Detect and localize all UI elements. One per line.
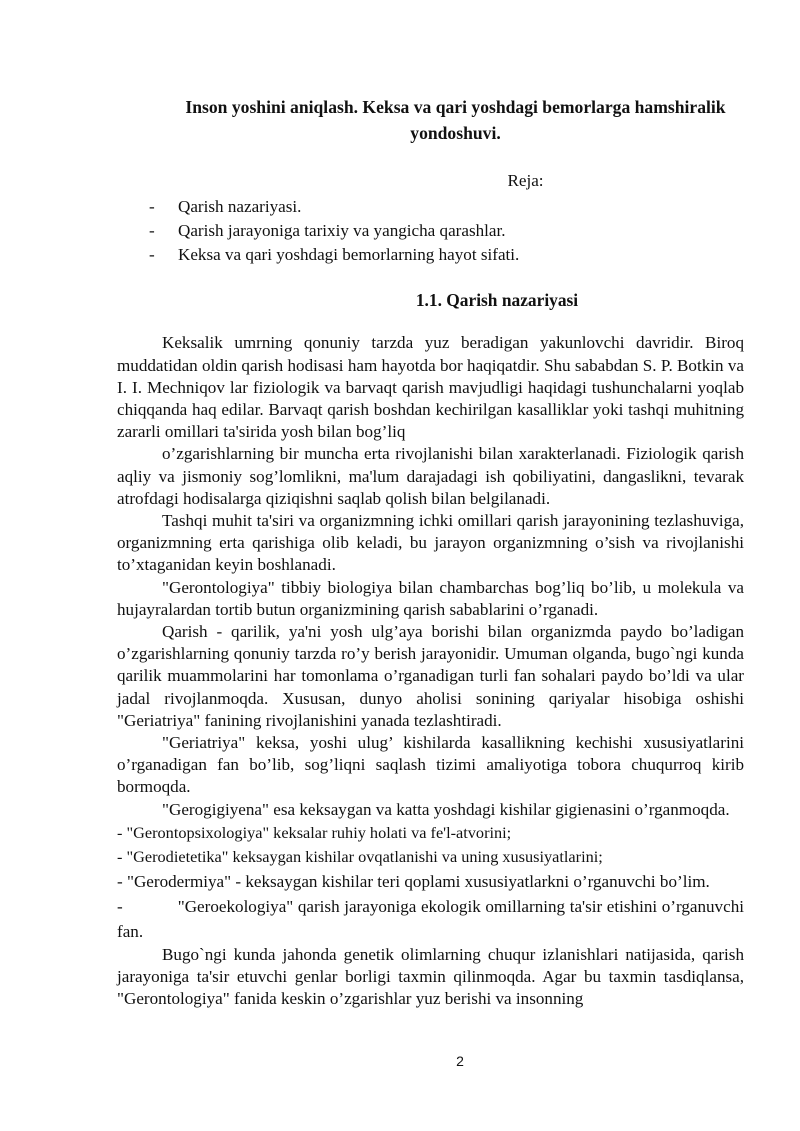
list-dash: - <box>149 245 155 265</box>
dash-item: - "Gerodietetika" keksaygan kishilar ovqatlanishi va uning xususiyatlarini; <box>117 846 603 866</box>
paragraph: Qarish - qarilik, ya'ni yosh ulg’aya borishi bilan organizmda paydo bo’ladigan o’zgarishlarning qonuniy tarzda ro’y berish jarayonidir. Umuman olganda, bugo`ngi kunda qarilik muammolarini har tomonlama o’rganadigan turli fan sohalari paydo bo’ldi va ular jadal rivojlanmoqda. Xususan, dunyo aholisi sonining qariyalar hisobiga oshishi "Geriatriya" fanining rivojlanishini yanada tezlashtiradi. <box>117 622 744 730</box>
list-dash: - <box>149 197 155 217</box>
dash-item: - "Gerontopsixologiya" keksalar ruhiy holati va fe'l-atvorini; <box>117 822 512 842</box>
paragraph: "Gerogigiyena" esa keksaygan va katta yoshdagi kishilar gigienasini o’rganmoqda. <box>162 799 730 819</box>
plan-item <box>117 243 744 267</box>
page-number: 2 <box>456 1053 464 1069</box>
paragraph: Keksalik umrning qonuniy tarzda yuz beradigan yakunlovchi davridir. Biroq muddatidan oldin qarish hodisasi ham hayotda bor haqiqatdir. Shu sababdan S. P. Botkin va I. I. Mechniqov lar fiziologik va barvaqt qarish mavjudligi haqidagi tushunchalarni yoqlab chiqqanda haq edilar. Barvaqt qarish boshdan kechirilgan kasalliklar yoki tashqi muhitning zararli omillari ta'sirida yosh bilan bog’liq <box>117 333 744 442</box>
plan-item-text: Keksa va qari yoshdagi bemorlarning hayot sifati. <box>178 245 520 265</box>
plan-label: Reja: <box>507 171 544 190</box>
plan-item <box>117 195 744 219</box>
plan-item-text: Qarish nazariyasi. <box>178 197 302 217</box>
paragraph: o’zgarishlarning bir muncha erta rivojlanishi bilan xarakterlanadi. Fiziologik qarish aqliy va jismoniy sog’lomlikni, ma'lum darajadagi ish qobiliyatini, dangaslikni, tevarak atrofdagi hodisalarga qiziqishni saqlab qolish bilan belgilanadi. <box>117 444 744 508</box>
document-title: Inson yoshini aniqlash. Keksa va qari yoshdagi bemorlarga hamshiralik yondoshuvi. <box>185 97 726 143</box>
body-text <box>117 332 749 1010</box>
dash-item: - "Geroekologiya" qarish jarayoniga ekologik omillarning ta'sir etishini o’rganuvchi fan. <box>117 896 749 941</box>
plan-list <box>117 195 744 267</box>
list-dash: - <box>149 221 155 241</box>
plan-item <box>117 219 744 243</box>
paragraph: "Geriatriya" keksa, yoshi ulug’ kishilarda kasallikning kechishi xususiyatlarini o’rganadigan fan bo’lib, sog’liqni saqlash tizimi amaliyotiga tobora chuqurroq kirib bormoqda. <box>117 733 744 797</box>
plan-item-text: Qarish jarayoniga tarixiy va yangicha qarashlar. <box>178 221 506 241</box>
section-heading: 1.1. Qarish nazariyasi <box>415 290 579 311</box>
paragraph: Tashqi muhit ta'siri va organizmning ichki omillari qarish jarayonining tezlashuviga, organizmning erta qarishiga olib keladi, bu jarayon organizmning o’sish va rivojlanishi to’xtaganidan keyin boshlanadi. <box>117 511 744 575</box>
paragraph: "Gerontologiya" tibbiy biologiya bilan chambarchas bog’liq bo’lib, u molekula va hujayralardan tortib butun organizmining qarish sabablarini o’rganadi. <box>117 577 744 619</box>
paragraph: Bugo`ngi kunda jahonda genetik olimlarning chuqur izlanishlari natijasida, qarish jarayoniga ta'sir etuvchi genlar borligi taxmin qilinmoqda. Agar bu taxmin tasdiqlansa, "Gerontologiya" fanida keskin o’zgarishlar yuz berishi va insonning <box>117 944 744 1009</box>
dash-item: - "Gerodermiya" - keksaygan kishilar teri qoplami xususiyatlarkni o’rganuvchi bo’lim. <box>117 871 710 891</box>
